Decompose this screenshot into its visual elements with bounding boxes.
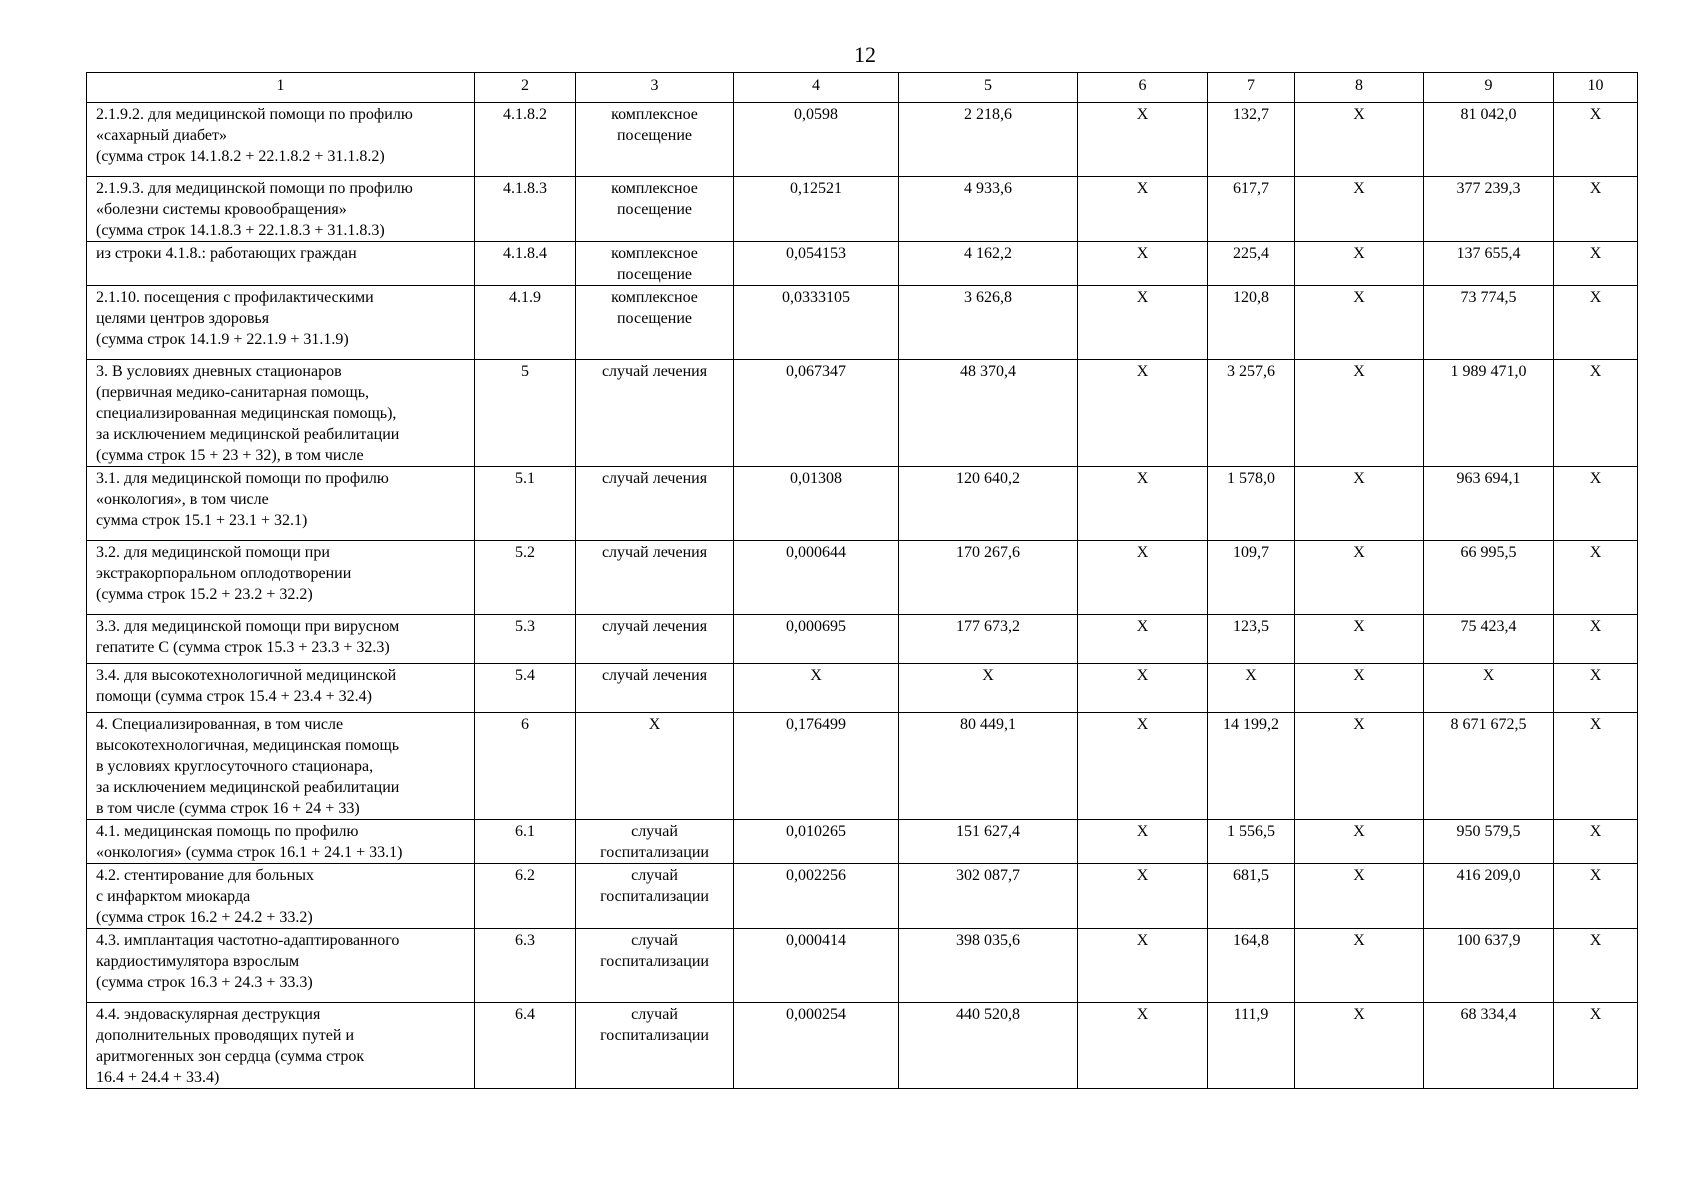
table-row [87, 177, 1638, 242]
row-col10-cell: Х [1554, 541, 1638, 615]
row-unit-cell: комплексное посещение [576, 177, 734, 242]
table-row [87, 103, 1638, 177]
row-col9-cell: 73 774,5 [1424, 286, 1554, 360]
row-col5-cell: 120 640,2 [899, 467, 1078, 541]
row-col5-cell: 302 087,7 [899, 864, 1078, 929]
row-col7-cell: Х [1208, 664, 1295, 713]
row-col6-cell: Х [1078, 929, 1208, 1003]
row-col9-cell: 100 637,9 [1424, 929, 1554, 1003]
row-line-code-cell: 5.3 [475, 615, 576, 664]
row-name-cell: 4.3. имплантация частотно-адаптированного кардиостимулятора взрослым (сумма строк 16.3 + 24.3 + 33.3) [87, 929, 475, 1003]
col-header-7: 7 [1208, 73, 1295, 103]
row-col5-cell: 4 933,6 [899, 177, 1078, 242]
col-header-6: 6 [1078, 73, 1208, 103]
row-col5-cell: 177 673,2 [899, 615, 1078, 664]
row-col6-cell: Х [1078, 713, 1208, 820]
row-line-code-cell: 6.2 [475, 864, 576, 929]
row-line-code-cell: 6.4 [475, 1003, 576, 1089]
row-name-cell: 3.4. для высокотехнологичной медицинской помощи (сумма строк 15.4 + 23.4 + 32.4) [87, 664, 475, 713]
row-col7-cell: 109,7 [1208, 541, 1295, 615]
header-row [87, 73, 1638, 103]
row-col8-cell: Х [1295, 664, 1424, 713]
row-name-cell: из строки 4.1.8.: работающих граждан [87, 242, 475, 286]
table-row [87, 615, 1638, 664]
row-name-cell: 3.2. для медицинской помощи при экстракорпоральном оплодотворении (сумма строк 15.2 + 23.2 + 32.2) [87, 541, 475, 615]
row-col10-cell: Х [1554, 929, 1638, 1003]
row-col5-cell: 440 520,8 [899, 1003, 1078, 1089]
table-row [87, 713, 1638, 820]
row-col7-cell: 123,5 [1208, 615, 1295, 664]
row-col9-cell: 963 694,1 [1424, 467, 1554, 541]
row-col6-cell: Х [1078, 103, 1208, 177]
row-col4-cell: 0,000644 [734, 541, 899, 615]
row-line-code-cell: 4.1.8.4 [475, 242, 576, 286]
row-col10-cell: Х [1554, 615, 1638, 664]
row-col8-cell: Х [1295, 242, 1424, 286]
row-unit-cell: случай лечения [576, 615, 734, 664]
row-unit-cell: случай лечения [576, 360, 734, 467]
row-col9-cell: 68 334,4 [1424, 1003, 1554, 1089]
row-col4-cell: 0,067347 [734, 360, 899, 467]
row-unit-cell: комплексное посещение [576, 286, 734, 360]
row-col7-cell: 164,8 [1208, 929, 1295, 1003]
table-row [87, 360, 1638, 467]
row-col6-cell: Х [1078, 177, 1208, 242]
row-col8-cell: Х [1295, 820, 1424, 864]
row-name-cell: 3. В условиях дневных стационаров (первичная медико-санитарная помощь, специализированная медицинская помощь), за исключением медицинской реабилитации (сумма строк 15 + 23 + 32), в том числе [87, 360, 475, 467]
row-unit-cell: случай лечения [576, 467, 734, 541]
row-col7-cell: 111,9 [1208, 1003, 1295, 1089]
row-col5-cell: 398 035,6 [899, 929, 1078, 1003]
row-name-cell: 4.1. медицинская помощь по профилю «онкология» (сумма строк 16.1 + 24.1 + 33.1) [87, 820, 475, 864]
col-header-1: 1 [87, 73, 475, 103]
row-name-cell: 2.1.9.3. для медицинской помощи по профилю «болезни системы кровообращения» (сумма строк 14.1.8.3 + 22.1.8.3 + 31.1.8.3) [87, 177, 475, 242]
row-col10-cell: Х [1554, 286, 1638, 360]
table-row [87, 1003, 1638, 1089]
row-unit-cell: случай лечения [576, 664, 734, 713]
row-col10-cell: Х [1554, 664, 1638, 713]
row-name-cell: 3.1. для медицинской помощи по профилю «онкология», в том числе сумма строк 15.1 + 23.1 + 32.1) [87, 467, 475, 541]
row-col8-cell: Х [1295, 467, 1424, 541]
row-col9-cell: 137 655,4 [1424, 242, 1554, 286]
row-col4-cell: 0,176499 [734, 713, 899, 820]
row-col5-cell: 80 449,1 [899, 713, 1078, 820]
row-line-code-cell: 4.1.8.3 [475, 177, 576, 242]
row-col10-cell: Х [1554, 820, 1638, 864]
row-col10-cell: Х [1554, 1003, 1638, 1089]
row-col7-cell: 1 556,5 [1208, 820, 1295, 864]
row-col7-cell: 132,7 [1208, 103, 1295, 177]
row-col10-cell: Х [1554, 242, 1638, 286]
row-col4-cell: 0,0333105 [734, 286, 899, 360]
page-number: 12 [854, 42, 876, 67]
row-col6-cell: Х [1078, 242, 1208, 286]
row-col8-cell: Х [1295, 103, 1424, 177]
row-col8-cell: Х [1295, 286, 1424, 360]
row-col8-cell: Х [1295, 615, 1424, 664]
row-col8-cell: Х [1295, 1003, 1424, 1089]
row-col7-cell: 617,7 [1208, 177, 1295, 242]
table-row [87, 286, 1638, 360]
table-row [87, 929, 1638, 1003]
row-col9-cell: 1 989 471,0 [1424, 360, 1554, 467]
row-name-cell: 3.3. для медицинской помощи при вирусном гепатите С (сумма строк 15.3 + 23.3 + 32.3) [87, 615, 475, 664]
col-header-3: 3 [576, 73, 734, 103]
row-col5-cell: 151 627,4 [899, 820, 1078, 864]
row-col6-cell: Х [1078, 615, 1208, 664]
row-col6-cell: Х [1078, 360, 1208, 467]
row-name-cell: 2.1.9.2. для медицинской помощи по профилю «сахарный диабет» (сумма строк 14.1.8.2 + 22.1.8.2 + 31.1.8.2) [87, 103, 475, 177]
row-col5-cell: 2 218,6 [899, 103, 1078, 177]
row-col6-cell: Х [1078, 541, 1208, 615]
row-col4-cell: 0,0598 [734, 103, 899, 177]
row-col10-cell: Х [1554, 713, 1638, 820]
row-line-code-cell: 5.1 [475, 467, 576, 541]
row-col9-cell: 66 995,5 [1424, 541, 1554, 615]
row-col7-cell: 120,8 [1208, 286, 1295, 360]
row-line-code-cell: 6.3 [475, 929, 576, 1003]
row-col7-cell: 3 257,6 [1208, 360, 1295, 467]
row-col8-cell: Х [1295, 864, 1424, 929]
row-col5-cell: Х [899, 664, 1078, 713]
row-col4-cell: 0,01308 [734, 467, 899, 541]
row-col8-cell: Х [1295, 929, 1424, 1003]
col-header-10: 10 [1554, 73, 1638, 103]
row-col7-cell: 681,5 [1208, 864, 1295, 929]
row-unit-cell: случай госпитализации [576, 929, 734, 1003]
row-line-code-cell: 6.1 [475, 820, 576, 864]
row-line-code-cell: 4.1.9 [475, 286, 576, 360]
row-name-cell: 2.1.10. посещения с профилактическими целями центров здоровья (сумма строк 14.1.9 + 22.1.9 + 31.1.9) [87, 286, 475, 360]
row-unit-cell: случай лечения [576, 541, 734, 615]
row-col10-cell: Х [1554, 103, 1638, 177]
row-name-cell: 4.2. стентирование для больных с инфарктом миокарда (сумма строк 16.2 + 24.2 + 33.2) [87, 864, 475, 929]
row-col8-cell: Х [1295, 177, 1424, 242]
row-col6-cell: Х [1078, 286, 1208, 360]
row-col6-cell: Х [1078, 1003, 1208, 1089]
row-name-cell: 4.4. эндоваскулярная деструкция дополнительных проводящих путей и аритмогенных зон сердца (сумма строк 16.4 + 24.4 + 33.4) [87, 1003, 475, 1089]
row-col4-cell: Х [734, 664, 899, 713]
col-header-4: 4 [734, 73, 899, 103]
row-col7-cell: 225,4 [1208, 242, 1295, 286]
table-row [87, 541, 1638, 615]
row-col4-cell: 0,12521 [734, 177, 899, 242]
row-col9-cell: Х [1424, 664, 1554, 713]
row-col5-cell: 48 370,4 [899, 360, 1078, 467]
row-unit-cell: комплексное посещение [576, 103, 734, 177]
row-unit-cell: случай госпитализации [576, 820, 734, 864]
table-row [87, 467, 1638, 541]
row-col8-cell: Х [1295, 360, 1424, 467]
row-line-code-cell: 5.4 [475, 664, 576, 713]
row-name-cell: 4. Специализированная, в том числе высокотехнологичная, медицинская помощь в условиях круглосуточного стационара, за исключением медицинской реабилитации в том числе (сумма строк 16 + 24 + 33) [87, 713, 475, 820]
row-col10-cell: Х [1554, 467, 1638, 541]
table-row [87, 820, 1638, 864]
row-col6-cell: Х [1078, 664, 1208, 713]
row-col4-cell: 0,000695 [734, 615, 899, 664]
table-row [87, 664, 1638, 713]
row-col9-cell: 81 042,0 [1424, 103, 1554, 177]
row-col9-cell: 8 671 672,5 [1424, 713, 1554, 820]
row-col6-cell: Х [1078, 820, 1208, 864]
row-col5-cell: 3 626,8 [899, 286, 1078, 360]
col-header-8: 8 [1295, 73, 1424, 103]
row-col7-cell: 1 578,0 [1208, 467, 1295, 541]
table-row [87, 864, 1638, 929]
row-col6-cell: Х [1078, 864, 1208, 929]
row-unit-cell: комплексное посещение [576, 242, 734, 286]
row-col4-cell: 0,002256 [734, 864, 899, 929]
col-header-5: 5 [899, 73, 1078, 103]
col-header-2: 2 [475, 73, 576, 103]
row-col4-cell: 0,010265 [734, 820, 899, 864]
row-col5-cell: 170 267,6 [899, 541, 1078, 615]
row-col8-cell: Х [1295, 713, 1424, 820]
row-col10-cell: Х [1554, 864, 1638, 929]
row-col4-cell: 0,000414 [734, 929, 899, 1003]
row-col5-cell: 4 162,2 [899, 242, 1078, 286]
row-col6-cell: Х [1078, 467, 1208, 541]
row-col10-cell: Х [1554, 177, 1638, 242]
row-unit-cell: Х [576, 713, 734, 820]
row-line-code-cell: 5 [475, 360, 576, 467]
col-header-9: 9 [1424, 73, 1554, 103]
row-unit-cell: случай госпитализации [576, 1003, 734, 1089]
table-row [87, 242, 1638, 286]
row-unit-cell: случай госпитализации [576, 864, 734, 929]
row-line-code-cell: 4.1.8.2 [475, 103, 576, 177]
row-col9-cell: 377 239,3 [1424, 177, 1554, 242]
row-col9-cell: 416 209,0 [1424, 864, 1554, 929]
row-col9-cell: 950 579,5 [1424, 820, 1554, 864]
row-col4-cell: 0,054153 [734, 242, 899, 286]
row-col7-cell: 14 199,2 [1208, 713, 1295, 820]
row-col9-cell: 75 423,4 [1424, 615, 1554, 664]
row-col4-cell: 0,000254 [734, 1003, 899, 1089]
row-col8-cell: Х [1295, 541, 1424, 615]
row-col10-cell: Х [1554, 360, 1638, 467]
row-line-code-cell: 5.2 [475, 541, 576, 615]
row-line-code-cell: 6 [475, 713, 576, 820]
data-table [86, 72, 1638, 1089]
